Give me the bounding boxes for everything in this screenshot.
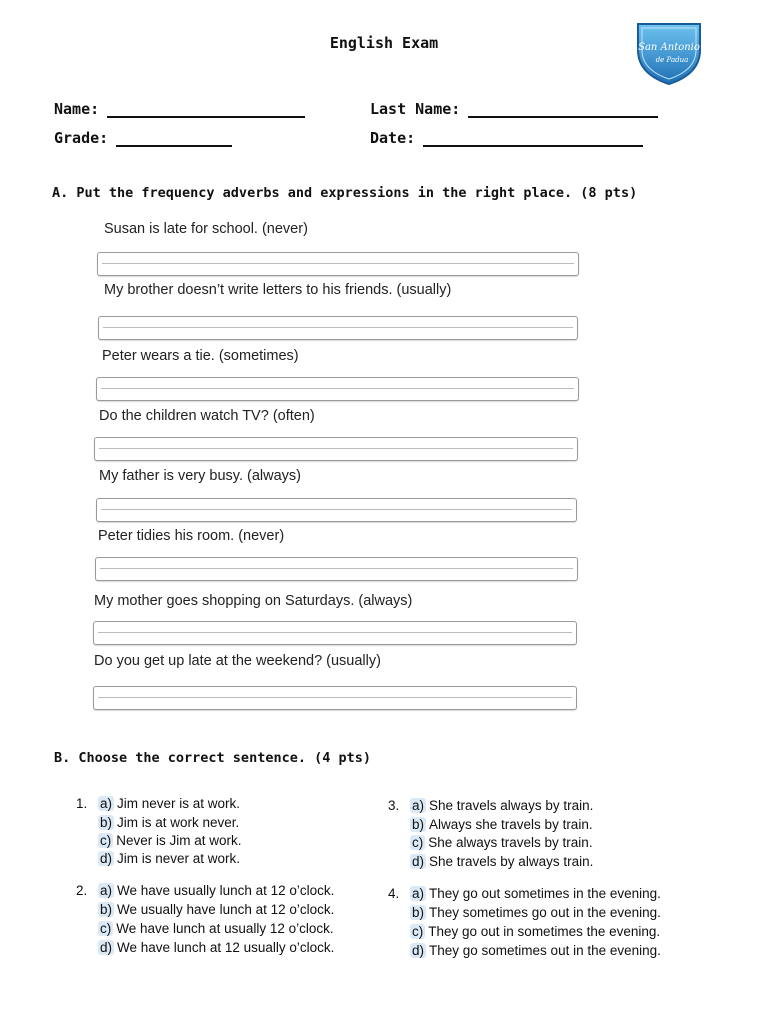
answer-box-4[interactable] <box>94 437 578 461</box>
option-4b[interactable]: b) They sometimes go out in the evening. <box>412 905 661 920</box>
date-label: Date: <box>370 129 416 147</box>
grade-field[interactable] <box>54 129 232 147</box>
option-1c[interactable]: c) Never is Jim at work. <box>100 833 242 848</box>
option-4c[interactable]: c) They go out in sometimes the evening. <box>412 924 661 939</box>
school-logo <box>634 20 704 86</box>
option-4d[interactable]: d) They go sometimes out in the evening. <box>412 943 661 958</box>
page-title: English Exam <box>329 34 439 52</box>
option-3d[interactable]: d) She travels by always train. <box>412 854 594 869</box>
grade-blank[interactable] <box>116 131 232 147</box>
prompt-6: Peter tidies his room. (never) <box>98 528 285 544</box>
answer-box-7[interactable] <box>93 621 577 645</box>
prompt-7: My mother goes shopping on Saturdays. (always) <box>94 593 413 609</box>
question-number: 4. <box>388 886 400 901</box>
option-1b[interactable]: b) Jim is at work never. <box>100 815 240 830</box>
answer-box-2[interactable] <box>98 316 578 340</box>
question-number: 1. <box>76 796 88 811</box>
answer-box-3[interactable] <box>96 377 579 401</box>
answer-box-5[interactable] <box>96 498 577 522</box>
option-1a[interactable]: a) Jim never is at work. <box>100 796 241 811</box>
section-a-heading: A. Put the frequency adverbs and expressions in the right place. (8 pts) <box>52 185 638 201</box>
question-1 <box>76 796 376 872</box>
option-3a[interactable]: a) She travels always by train. <box>412 798 594 813</box>
prompt-8: Do you get up late at the weekend? (usually) <box>94 653 381 669</box>
question-2 <box>76 883 376 963</box>
answer-box-8[interactable] <box>93 686 577 710</box>
name-blank[interactable] <box>107 102 305 118</box>
option-2d[interactable]: d) We have lunch at 12 usually o’clock. <box>100 940 335 955</box>
option-3c[interactable]: c) She always travels by train. <box>412 835 593 850</box>
answer-box-1[interactable] <box>97 252 579 276</box>
option-3b[interactable]: b) Always she travels by train. <box>412 817 593 832</box>
logo-subtext: de Padua <box>655 56 689 64</box>
prompt-4: Do the children watch TV? (often) <box>99 408 315 424</box>
question-4 <box>388 886 708 966</box>
logo-text: San Antonio <box>638 42 700 53</box>
option-1d[interactable]: d) Jim is never at work. <box>100 851 241 866</box>
name-label: Name: <box>54 100 100 118</box>
last-name-field[interactable] <box>370 100 658 118</box>
prompt-3: Peter wears a tie. (sometimes) <box>102 348 299 364</box>
last-name-blank[interactable] <box>468 102 658 118</box>
option-2a[interactable]: a) We have usually lunch at 12 o’clock. <box>100 883 335 898</box>
prompt-5: My father is very busy. (always) <box>99 468 301 484</box>
prompt-2: My brother doesn’t write letters to his friends. (usually) <box>104 282 452 298</box>
question-3 <box>388 798 688 874</box>
name-field[interactable] <box>54 100 305 118</box>
section-b-heading: B. Choose the correct sentence. (4 pts) <box>54 750 371 766</box>
prompt-1: Susan is late for school. (never) <box>104 221 308 237</box>
option-4a[interactable]: a) They go out sometimes in the evening. <box>412 886 661 901</box>
date-field[interactable] <box>370 129 643 147</box>
answer-box-6[interactable] <box>95 557 578 581</box>
grade-label: Grade: <box>54 129 109 147</box>
option-2b[interactable]: b) We usually have lunch at 12 o’clock. <box>100 902 335 917</box>
option-2c[interactable]: c) We have lunch at usually 12 o’clock. <box>100 921 334 936</box>
last-name-label: Last Name: <box>370 100 461 118</box>
question-number: 3. <box>388 798 400 813</box>
date-blank[interactable] <box>423 131 643 147</box>
question-number: 2. <box>76 883 88 898</box>
